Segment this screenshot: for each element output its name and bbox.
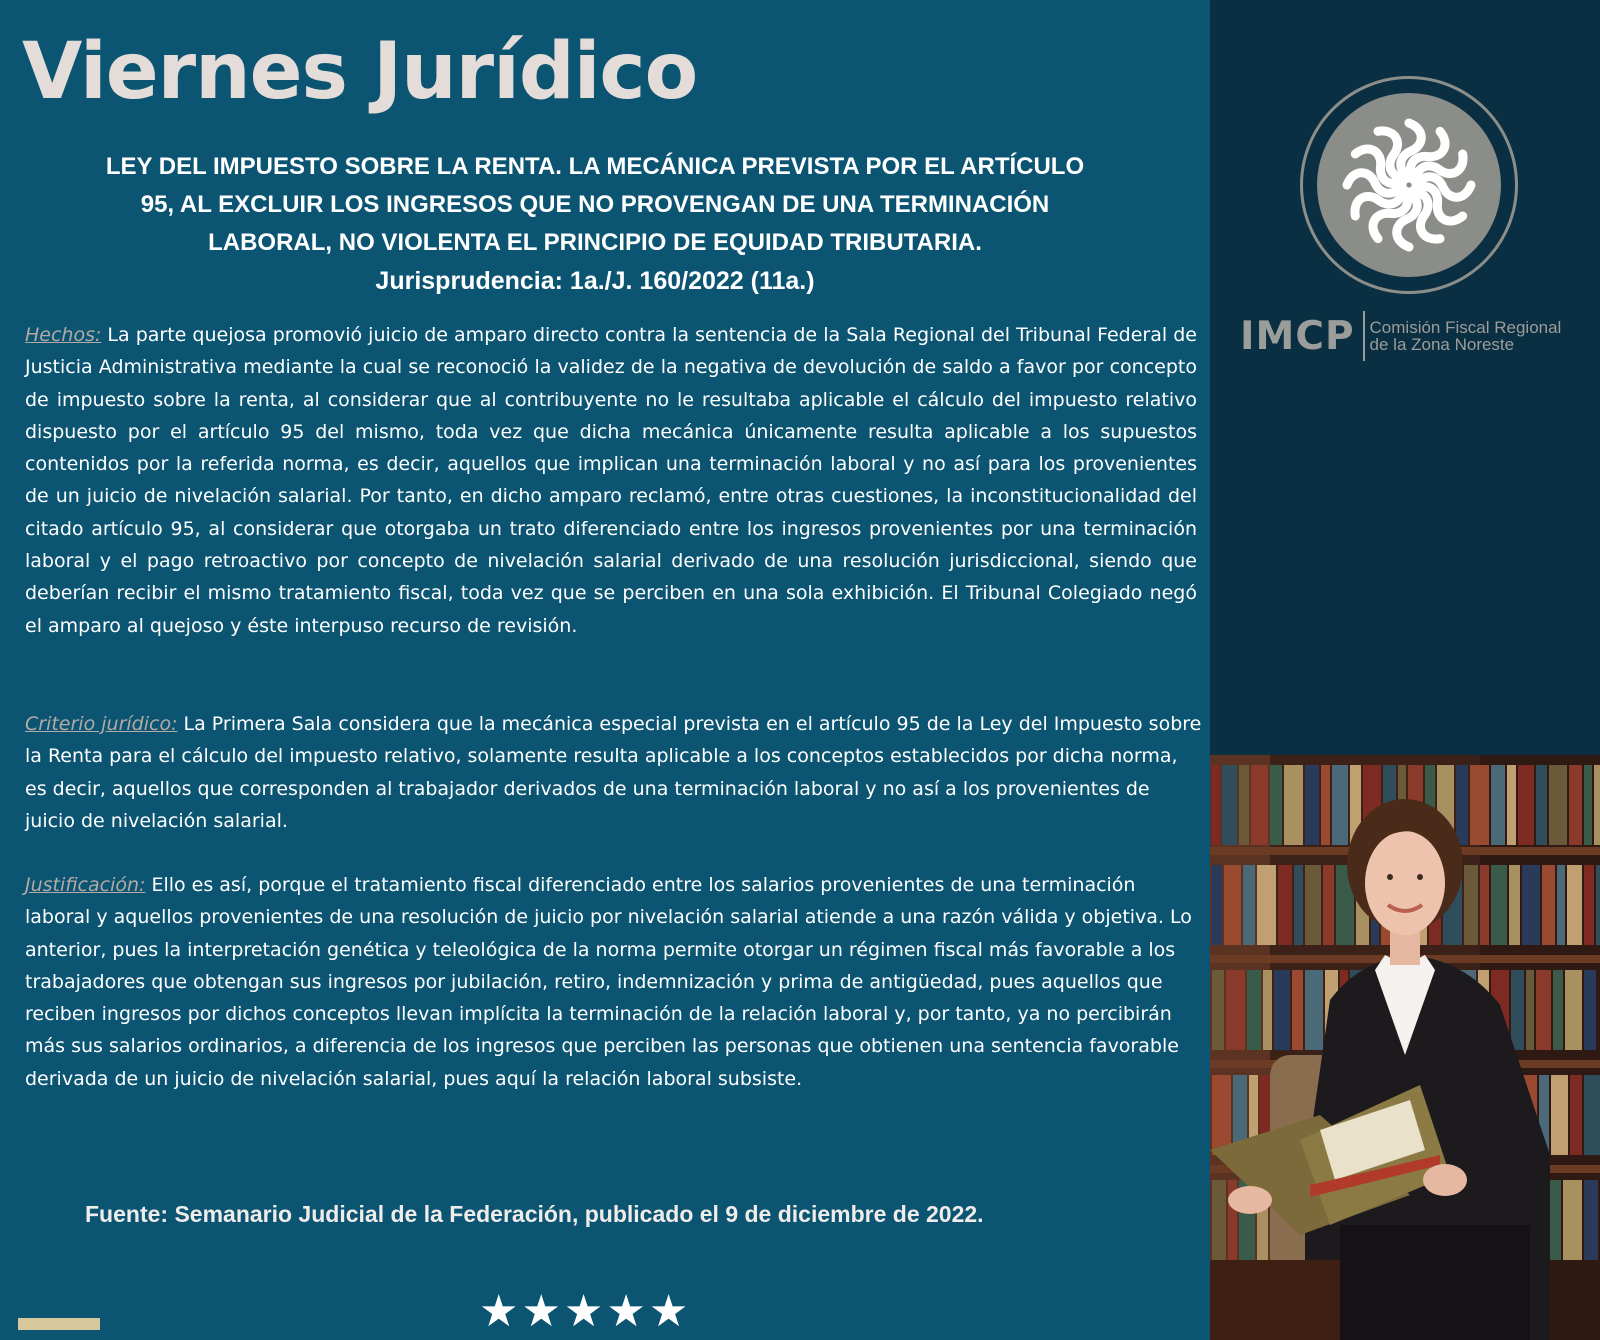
criterio-label: Criterio jurídico: xyxy=(25,713,178,735)
swirl-icon xyxy=(1317,93,1501,277)
criterio-text: La Primera Sala considera que la mecánica especial prevista en el artículo 95 de la Ley del Impuesto sobre la Renta para el cálculo del impuesto relativo, solamente resulta aplicable a los conceptos establecidos por dicha norma, es decir, aquellos que corresponden al trabajador derivados de una terminación laboral y no así a los provenientes de juicio de nivelación salarial. xyxy=(25,713,1202,832)
star-icon: ★ xyxy=(521,1287,561,1336)
logo-acronym: IMCP xyxy=(1240,313,1355,359)
headline-line-1: LEY DEL IMPUESTO SOBRE LA RENTA. LA MECÁNICA PREVISTA POR EL ARTÍCULO xyxy=(105,153,1085,180)
lawyer-photo xyxy=(1210,755,1600,1340)
page-title: Viernes Jurídico xyxy=(22,27,698,117)
hechos-section xyxy=(25,319,1197,642)
hechos-text: La parte quejosa promovió juicio de amparo directo contra la sentencia de la Sala Regional del Tribunal Federal de Justicia Administrativa mediante la cual se reconoció la validez de la negativa de devolución de saldo a favor por concepto de impuesto sobre la renta, al considerar que al contribuyente no le resultaba aplicable el cálculo del impuesto relativo dispuesto por el artículo 95 del mismo, toda vez que dicha mecánica únicamente resulta aplicable a los supuestos contenidos por la referida norma, es decir, aquellos que implican una terminación laboral y no así para los provenientes de un juicio de nivelación salarial. Por tanto, en dicho amparo reclamó, entre otras cuestiones, la inconstitucionalidad del citado artículo 95, al considerar que otorgaba un trato diferenciado entre los ingresos provenientes por una terminación laboral y el pago retroactivo por concepto de nivelación salarial derivado de una resolución jurisdiccional, siendo que deberían recibir el mismo tratamiento fiscal, toda vez que se perciben en una sola exhibición. El Tribunal Colegiado negó el amparo al quejoso y éste interpuso recurso de revisión. xyxy=(25,324,1197,637)
logo-divider xyxy=(1363,311,1365,361)
justificacion-label: Justificación: xyxy=(25,874,146,896)
imcp-emblem-icon xyxy=(1300,76,1518,294)
jurisprudencia: Jurisprudencia: 1a./J. 160/2022 (11a.) xyxy=(375,267,815,295)
headline-line-2: 95, AL EXCLUIR LOS INGRESOS QUE NO PROVENGAN DE UNA TERMINACIÓN xyxy=(140,191,1050,218)
lawyer-reading-image xyxy=(1210,755,1600,1340)
logo-line-2: de la Zona Noreste xyxy=(1369,335,1515,354)
justificacion-text: Ello es así, porque el tratamiento fiscal diferenciado entre los salarios provenientes de una terminación laboral y aquellos provenientes de una resolución de juicio por nivelación salarial atiende a una razón válida y objetiva. Lo anterior, pues la interpretación genética y teleológica de la norma permite otorgar un régimen fiscal más favorable a los trabajadores que obtengan sus ingresos por jubilación, retiro, indemnización y prima de antigüedad, pues aquellos que reciben ingresos por dichos conceptos llevan implícita la terminación de la relación laboral y, por tanto, ya no percibirán más sus salarios ordinarios, a diferencia de los ingresos que perciben las personas que obtienen una sentencia favorable derivada de un juicio de nivelación salarial, pues aquí la relación laboral subsiste. xyxy=(25,874,1192,1090)
logo-line-1: Comisión Fiscal Regional xyxy=(1369,318,1562,337)
source-note: Fuente: Semanario Judicial de la Federación, publicado el 9 de diciembre de 2022. xyxy=(85,1201,984,1227)
logo-subtitle xyxy=(1370,319,1562,353)
justificacion-section xyxy=(25,869,1205,1095)
headline xyxy=(40,148,1150,300)
hechos-label: Hechos: xyxy=(25,324,102,346)
criterio-section xyxy=(25,708,1205,837)
imcp-logo xyxy=(1240,311,1561,361)
star-icon: ★ xyxy=(648,1287,689,1336)
headline-line-3: LABORAL, NO VIOLENTA EL PRINCIPIO DE EQUIDAD TRIBUTARIA. xyxy=(208,229,982,256)
star-icon: ★ xyxy=(606,1287,646,1336)
star-icon: ★ xyxy=(479,1287,519,1336)
star-rating xyxy=(479,1287,689,1336)
star-icon: ★ xyxy=(563,1287,604,1336)
accent-bar xyxy=(18,1318,100,1330)
